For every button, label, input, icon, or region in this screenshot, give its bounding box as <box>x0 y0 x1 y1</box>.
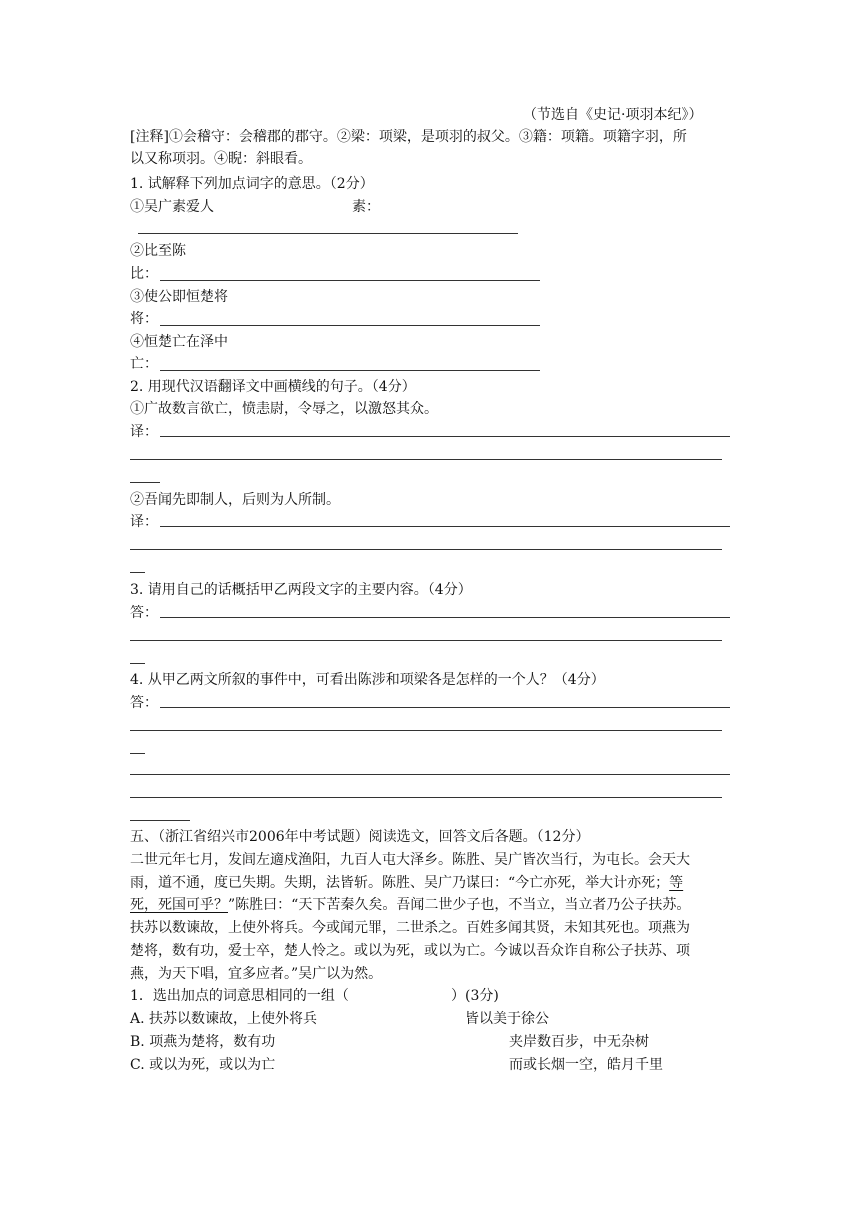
q1-item-1: ①吴广素爱人 <box>130 199 214 215</box>
q1-item-3: ③使公即恒楚将 <box>130 289 228 305</box>
answer-line[interactable] <box>160 526 730 527</box>
notes-line-2: 以又称项羽。④睨：斜眼看。 <box>130 151 312 167</box>
q2-label-2: 译： <box>130 514 158 530</box>
answer-line[interactable] <box>130 663 145 664</box>
q1-title: 1. 试解释下列加点词字的意思。（2分） <box>130 176 374 192</box>
q1-item-4-label: 亡： <box>130 356 158 372</box>
passage-line-4: 扶苏以数谏故，上使外将兵。今或闻元罪，二世杀之。百姓多闻其贤，未知其死也。项燕为 <box>130 920 690 936</box>
option-c-left: C. 或以为死，或以为亡 <box>130 1057 276 1073</box>
answer-line[interactable] <box>130 482 160 483</box>
answer-line[interactable] <box>160 325 540 326</box>
q2-label-1: 译： <box>130 424 158 440</box>
passage-line-5: 楚将，数有功，爱士卒，楚人怜之。或以为死，或以为亡。今诚以吾众诈自称公子扶苏、项 <box>130 943 690 959</box>
answer-line[interactable] <box>138 233 518 234</box>
underlined-sentence: 等 <box>669 875 684 891</box>
q1-item-4: ④恒楚亡在泽中 <box>130 334 228 350</box>
passage-line-1: 二世元年七月，发闾左適戍渔阳，九百人屯大泽乡。陈胜、吴广皆次当行，为屯长。会天大 <box>130 852 690 868</box>
q4-label: 答： <box>130 695 158 711</box>
option-a-left: A. 扶苏以数谏故，上使外将兵 <box>130 1011 318 1027</box>
answer-line[interactable] <box>130 753 145 754</box>
answer-line[interactable] <box>160 370 540 371</box>
q1-item-2: ②比至陈 <box>130 243 186 259</box>
section5-heading: 五、（浙江省绍兴市2006年中考试题）阅读选文，回答文后各题。（12分） <box>130 829 590 845</box>
option-c-right: 而或长烟一空，皓月千里 <box>509 1057 663 1073</box>
q1-item-2-label: 比： <box>130 266 158 282</box>
answer-line[interactable] <box>130 549 722 550</box>
answer-line[interactable] <box>130 459 722 460</box>
q5-1-score: ）(3分) <box>451 988 499 1004</box>
passage-line-6: 燕，为天下唱，宜多应者。”吴广以为然。 <box>130 966 383 982</box>
passage-text: 雨，道不通，度已失期。失期，法皆斩。陈胜、吴广乃谋曰：“今亡亦死，举大计亦死； <box>130 875 670 891</box>
q1-item-3-label: 将： <box>130 311 158 327</box>
underlined-sentence: 死，死国可乎？ <box>130 897 228 913</box>
answer-line[interactable] <box>130 730 722 731</box>
q3-label: 答： <box>130 605 158 621</box>
answer-line[interactable] <box>130 797 722 798</box>
answer-line[interactable] <box>130 640 722 641</box>
answer-line[interactable] <box>160 617 730 618</box>
q5-1-title: 1．选出加点的词意思相同的一组（ <box>130 988 349 1004</box>
answer-line[interactable] <box>160 707 730 708</box>
notes-line-1: [注释]①会稽守：会稽郡的郡守。②梁：项梁，是项羽的叔父。③籍：项籍。项籍字羽，所 <box>130 129 687 145</box>
q2-sentence-1: ①广故数言欲亡，愤恚尉，令辱之，以激怒其众。 <box>130 401 438 417</box>
source-citation: （节选自《史记·项羽本纪》） <box>523 107 703 123</box>
answer-line[interactable] <box>130 774 730 775</box>
q2-sentence-2: ②吾闻先即制人，后则为人所制。 <box>130 492 340 508</box>
option-b-left: B. 项燕为楚将，数有功 <box>130 1034 276 1050</box>
answer-line[interactable] <box>160 436 730 437</box>
passage-line-3 <box>130 894 690 916</box>
q2-title: 2. 用现代汉语翻译文中画横线的句子。（4分） <box>130 379 416 395</box>
q3-title: 3. 请用自己的话概括甲乙两段文字的主要内容。（4分） <box>130 582 472 598</box>
q4-title: 4. 从甲乙两文所叙的事件中，可看出陈涉和项梁各是怎样的一个人？（4分） <box>130 672 605 688</box>
q1-item-1-label: 素： <box>352 199 380 215</box>
option-b-right: 夹岸数百步，中无杂树 <box>509 1034 649 1050</box>
passage-text: ”陈胜曰：“天下苦秦久矣。吾闻二世少子也，不当立，当立者乃公子扶苏。 <box>228 897 691 913</box>
passage-line-2 <box>130 872 683 894</box>
option-a-right: 皆以美于徐公 <box>465 1011 549 1027</box>
answer-line[interactable] <box>130 572 145 573</box>
answer-line[interactable] <box>160 280 540 281</box>
answer-line[interactable] <box>130 820 190 821</box>
